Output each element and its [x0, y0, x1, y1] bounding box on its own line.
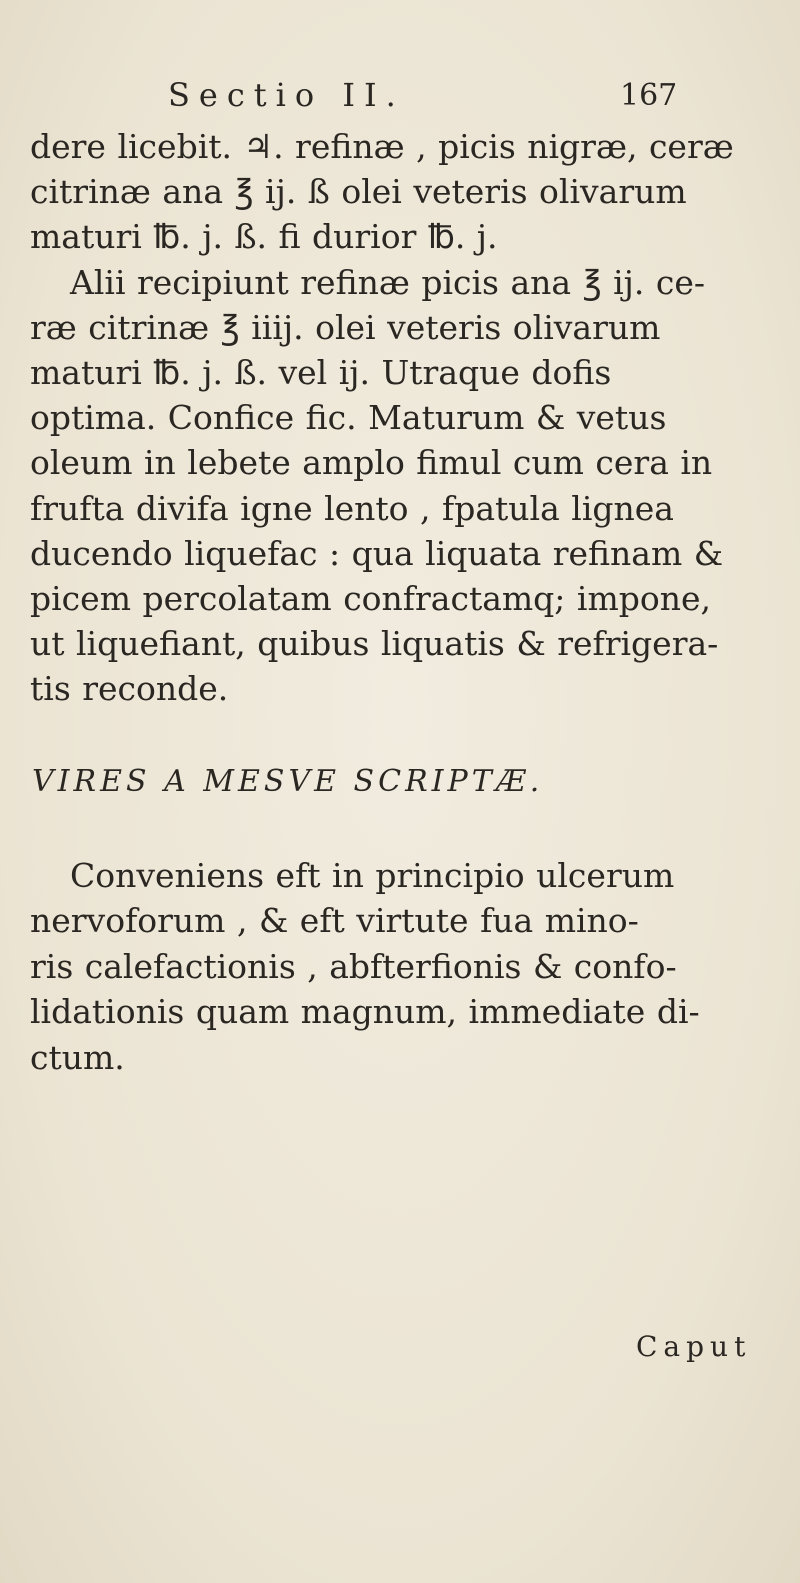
page-number: 167	[620, 78, 678, 113]
text-line: lidationis quam magnum, immediate di-	[30, 992, 700, 1032]
text-line: optima. Confice fic. Maturum & vetus	[30, 398, 667, 438]
text-line: ræ citrinæ ℥ iiij. olei veteris olivarum	[30, 307, 661, 347]
text-line: citrinæ ana ℥ ij. ß olei veteris olivarum	[30, 172, 687, 212]
text-line: dere licebit. ♃. refinæ , picis nigræ, ceræ	[30, 127, 734, 166]
text-line: tis reconde.	[30, 669, 229, 709]
text-line: ut liquefiant, quibus liquatis & refrigera-	[30, 624, 719, 664]
text-line: frufta divifa igne lento , fpatula lignea	[30, 488, 674, 528]
vires-paragraph	[30, 853, 770, 1081]
text-line: maturi ℔. j. ß. vel ij. Utraque dofis	[30, 353, 612, 393]
text-line: oleum in lebete amplo fimul cum cera in	[30, 443, 713, 483]
catchword: Caput	[636, 1330, 752, 1363]
recipe-paragraph	[30, 124, 770, 712]
text-block	[30, 124, 770, 1080]
text-line: maturi ℔. j. ß. fi durior ℔. j.	[30, 217, 498, 257]
running-head: Sectio II.	[168, 76, 405, 114]
text-line: Conveniens eft in principio ulcerum	[70, 855, 675, 895]
text-line: ris calefactionis , abfterfionis & confo-	[30, 946, 677, 986]
text-line: nervoforum , & eft virtute fua mino-	[30, 901, 639, 941]
page-header	[0, 70, 800, 120]
text-line: picem percolatam confractamq; impone,	[30, 579, 712, 619]
text-line: Alii recipiunt refinæ picis ana ℥ ij. ce-	[70, 262, 706, 302]
section-heading: VIRES A MESVE SCRIPTÆ.	[32, 763, 544, 799]
text-line: ducendo liquefac : qua liquata refinam &	[30, 533, 724, 573]
text-line: ctum.	[30, 1037, 125, 1077]
